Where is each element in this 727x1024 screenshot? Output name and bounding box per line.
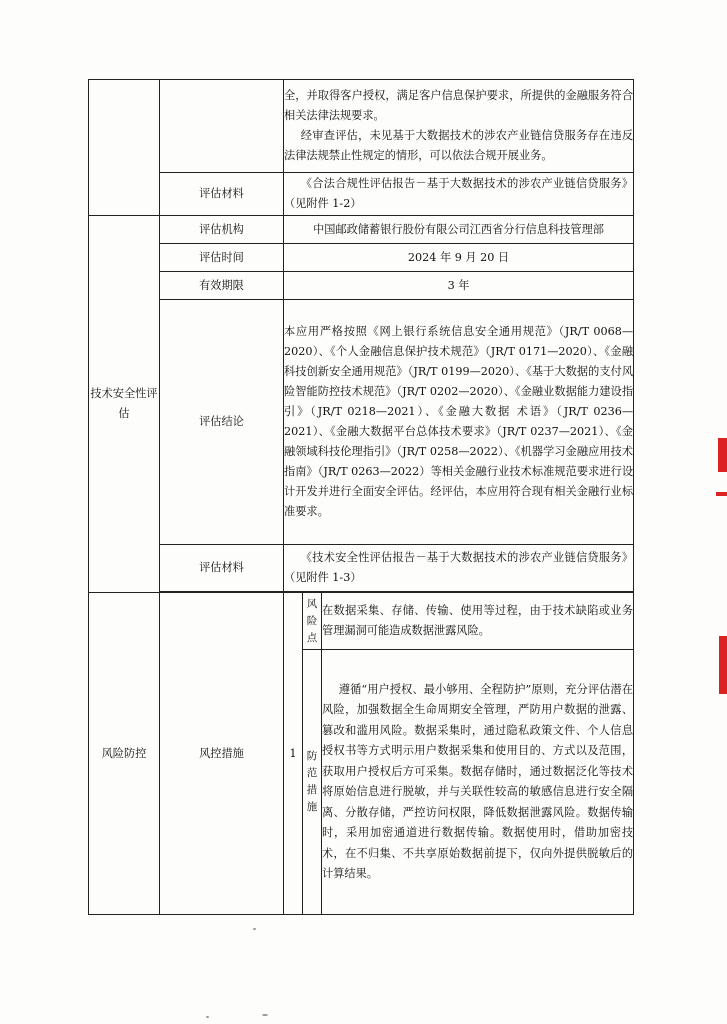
prevention-char: 范 bbox=[306, 767, 318, 779]
tech-validity-label: 有效期限 bbox=[160, 272, 284, 300]
tech-material-row bbox=[89, 545, 634, 592]
tech-validity-value: 3 年 bbox=[284, 272, 634, 300]
tech-agency-label: 评估机构 bbox=[160, 216, 284, 244]
tech-validity-row bbox=[89, 272, 634, 300]
risk-point-row bbox=[89, 593, 634, 650]
risk-point-value bbox=[322, 593, 634, 650]
seal-fragment-lower bbox=[719, 636, 727, 694]
prevention-char: 施 bbox=[306, 801, 318, 813]
compliance-material-label: 评估材料 bbox=[160, 173, 284, 216]
prevention-value bbox=[322, 650, 634, 915]
prevention-label bbox=[303, 650, 322, 915]
tech-material-text: 《技术安全性评估报告－基于大数据技术的涉农产业链信贷服务》（见附件 1-3） bbox=[284, 551, 634, 584]
assessment-table bbox=[88, 79, 634, 915]
prevention-char: 措 bbox=[306, 784, 318, 796]
tech-conclusion-label: 评估结论 bbox=[160, 300, 284, 545]
compliance-text-cell bbox=[284, 80, 634, 173]
risk-point-char: 点 bbox=[306, 631, 318, 644]
tech-conclusion-value bbox=[284, 300, 634, 545]
compliance-category-cell bbox=[89, 80, 160, 216]
scan-speck bbox=[262, 1014, 268, 1016]
scan-speck bbox=[206, 1016, 209, 1018]
seal-fragment-middle bbox=[716, 492, 727, 496]
compliance-conclusion-text: 经审查评估，未见基于大数据技术的涉农产业链信贷服务存在违反法律法规禁止性规定的情形，可以依法合规开展业务。 bbox=[284, 129, 634, 162]
risk-measure-label: 风控措施 bbox=[160, 593, 284, 915]
prevention-text: 遵循“用户授权、最小够用、全程防护”原则，充分评估潜在风险，加强数据全生命周期安全管理，严防用户数据的泄露、篡改和滥用风险。数据采集时，通过隐私政策文件、个人信息授权书等方式明示用户数据采集和使用目的、方式以及范围，获取用户授权后方可采集。数据存储时，通过数据泛化等技术将原始信息进行脱敏，并与关联性较高的敏感信息进行安全隔离、分散存储，严控访问权限，降低数据泄露风险。数据传输时，采用加密通道进行数据传输。数据使用时，借助加密技术，在不归集、不共享原始数据前提下，仅向外提供脱敏后的计算结果。 bbox=[322, 682, 634, 880]
risk-point-label bbox=[303, 593, 322, 650]
risk-point-char: 风 bbox=[306, 597, 318, 610]
tech-agency-value: 中国邮政储蓄银行股份有限公司江西省分行信息科技管理部 bbox=[284, 216, 634, 244]
compliance-material-value bbox=[284, 173, 634, 216]
compliance-blank-cell bbox=[160, 80, 284, 173]
tech-security-category-cell bbox=[89, 216, 160, 593]
tech-conclusion-text: 本应用严格按照《网上银行系统信息安全通用规范》（JR/T 0068—2020）、《个人金融信息保护技术规范》（JR/T 0171—2020）、《金融科技创新安全通用规范》（JR/T 0199—2020）、《基于大数据的支付风险智能防控技术规范》（JR/T 0202—2020）、《金融业数据能力建设指引》（JR/T 0218—2021）、《金融大数据 术语》（JR/T 0236—2021）、《金融大数据平台总体技术要求》（JR/T 0237—2021）、《金融领域科技伦理指引》（JR/T 0258—2022）、《机器学习金融应用技术指南》（JR/T 0263—2022）等相关金融行业技术标准规范要求进行设计开发并进行全面安全评估。经评估，本应用符合现有相关金融行业标准要求。 bbox=[284, 325, 634, 518]
scan-speck bbox=[253, 928, 256, 930]
tech-material-value bbox=[284, 545, 634, 592]
tech-conclusion-row bbox=[89, 300, 634, 545]
compliance-material-row bbox=[89, 173, 634, 216]
tech-time-value: 2024 年 9 月 20 日 bbox=[284, 244, 634, 272]
risk-category-cell bbox=[89, 593, 160, 915]
risk-point-char: 险 bbox=[306, 614, 318, 627]
risk-category: 风险防控 bbox=[101, 746, 147, 760]
tech-security-category: 技术安全性评估 bbox=[90, 387, 158, 420]
tech-agency-row bbox=[89, 216, 634, 244]
compliance-continued-row bbox=[89, 80, 634, 173]
risk-point-text: 在数据采集、存储、传输、使用等过程，由于技术缺陷或业务管理漏洞可能造成数据泄露风险。 bbox=[322, 603, 634, 637]
tech-time-row bbox=[89, 244, 634, 272]
risk-index: 1 bbox=[284, 593, 303, 915]
seal-fragment-upper bbox=[718, 438, 727, 472]
tech-material-label: 评估材料 bbox=[160, 545, 284, 592]
tech-time-label: 评估时间 bbox=[160, 244, 284, 272]
compliance-material-text: 《合法合规性评估报告－基于大数据技术的涉农产业链信贷服务》（见附件 1-2） bbox=[284, 177, 634, 210]
prevention-char: 防 bbox=[306, 750, 318, 762]
compliance-text-line: 全，并取得客户授权，满足客户信息保护要求，所提供的金融服务符合相关法律法规要求。 bbox=[284, 89, 634, 122]
